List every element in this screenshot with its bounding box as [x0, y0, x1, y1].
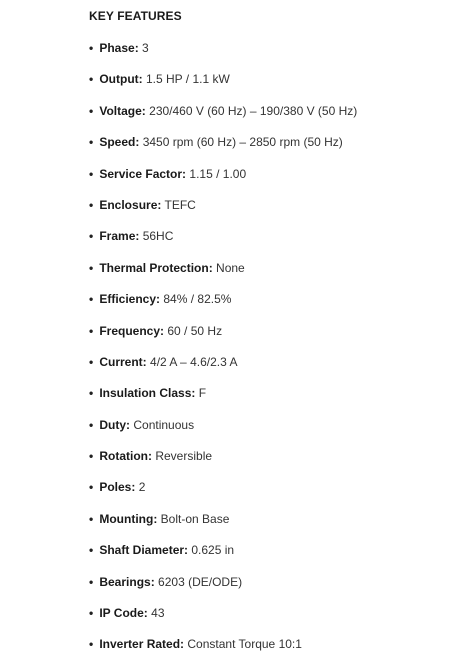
feature-label: Inverter Rated:: [99, 637, 185, 652]
feature-value: 6203 (DE/ODE): [158, 574, 243, 589]
feature-value: Bolt-on Base: [160, 511, 230, 526]
feature-label: Efficiency:: [99, 292, 161, 307]
bullet-icon: •: [89, 260, 94, 275]
bullet-icon: •: [89, 135, 94, 150]
feature-label: Bearings:: [99, 574, 155, 589]
feature-label: Current:: [99, 354, 147, 369]
bullet-icon: •: [89, 197, 94, 212]
feature-value: 3: [142, 41, 149, 55]
feature-label: Speed:: [99, 135, 140, 150]
feature-value: 1.15 / 1.00: [189, 166, 247, 181]
bullet-icon: •: [89, 574, 94, 589]
key-features-heading: KEY FEATURES: [89, 9, 182, 23]
feature-enclosure: [89, 198, 449, 229]
feature-output: [89, 72, 449, 103]
feature-label: Poles:: [99, 480, 136, 495]
feature-label: Thermal Protection:: [99, 260, 213, 275]
feature-label: Phase:: [99, 41, 139, 55]
feature-value: 1.5 HP / 1.1 kW: [146, 72, 230, 87]
feature-value: 43: [151, 606, 165, 621]
feature-shaft-diameter: [89, 543, 449, 574]
feature-label: Enclosure:: [99, 197, 162, 212]
feature-frame: [89, 229, 449, 260]
feature-value: Constant Torque 10:1: [187, 637, 302, 652]
feature-duty: [89, 418, 449, 449]
feature-label: Insulation Class:: [99, 386, 196, 401]
bullet-icon: •: [89, 166, 94, 181]
bullet-icon: •: [89, 543, 94, 558]
feature-value: 2: [138, 480, 146, 495]
feature-label: Voltage:: [99, 103, 146, 118]
feature-service-factor: [89, 167, 449, 198]
feature-insulation-class: [89, 386, 449, 417]
feature-label: Frequency:: [99, 323, 165, 338]
feature-value: 4/2 A – 4.6/2.3 A: [150, 354, 238, 369]
feature-speed: [89, 135, 449, 166]
feature-value: 3450 rpm (60 Hz) – 2850 rpm (50 Hz): [142, 135, 343, 150]
feature-label: Service Factor:: [99, 166, 187, 181]
feature-thermal-protection: [89, 261, 449, 292]
feature-value: 60 / 50 Hz: [167, 323, 223, 338]
bullet-icon: •: [89, 386, 94, 401]
feature-value: Reversible: [155, 449, 213, 464]
key-features-list: [89, 41, 449, 669]
feature-rotation: [89, 449, 449, 480]
feature-mounting: [89, 512, 449, 543]
feature-label: Frame:: [99, 229, 140, 244]
feature-value: Continuous: [133, 417, 195, 432]
feature-label: IP Code:: [99, 606, 148, 621]
bullet-icon: •: [89, 637, 94, 652]
feature-value: 230/460 V (60 Hz) – 190/380 V (50 Hz): [149, 103, 358, 118]
bullet-icon: •: [89, 229, 94, 244]
bullet-icon: •: [89, 41, 94, 55]
feature-inverter-rated: [89, 637, 449, 668]
feature-phase: [89, 41, 449, 72]
feature-poles: [89, 480, 449, 511]
feature-value: None: [216, 260, 245, 275]
feature-ip-code: [89, 606, 449, 637]
feature-voltage: [89, 104, 449, 135]
bullet-icon: •: [89, 417, 94, 432]
bullet-icon: •: [89, 292, 94, 307]
feature-efficiency: [89, 292, 449, 323]
feature-frequency: [89, 324, 449, 355]
feature-value: 0.625 in: [191, 543, 235, 558]
bullet-icon: •: [89, 72, 94, 87]
feature-value: F: [198, 386, 207, 401]
feature-value: TEFC: [164, 197, 196, 212]
feature-current: [89, 355, 449, 386]
bullet-icon: •: [89, 449, 94, 464]
feature-value: 56HC: [142, 229, 174, 244]
bullet-icon: •: [89, 354, 94, 369]
feature-label: Output:: [99, 72, 143, 87]
feature-value: 84% / 82.5%: [163, 292, 232, 307]
bullet-icon: •: [89, 103, 94, 118]
bullet-icon: •: [89, 606, 94, 621]
bullet-icon: •: [89, 511, 94, 526]
bullet-icon: •: [89, 480, 94, 495]
feature-label: Rotation:: [99, 449, 152, 464]
bullet-icon: •: [89, 323, 94, 338]
feature-bearings: [89, 575, 449, 606]
feature-label: Mounting:: [99, 511, 158, 526]
feature-label: Duty:: [99, 417, 131, 432]
feature-label: Shaft Diameter:: [99, 543, 189, 558]
